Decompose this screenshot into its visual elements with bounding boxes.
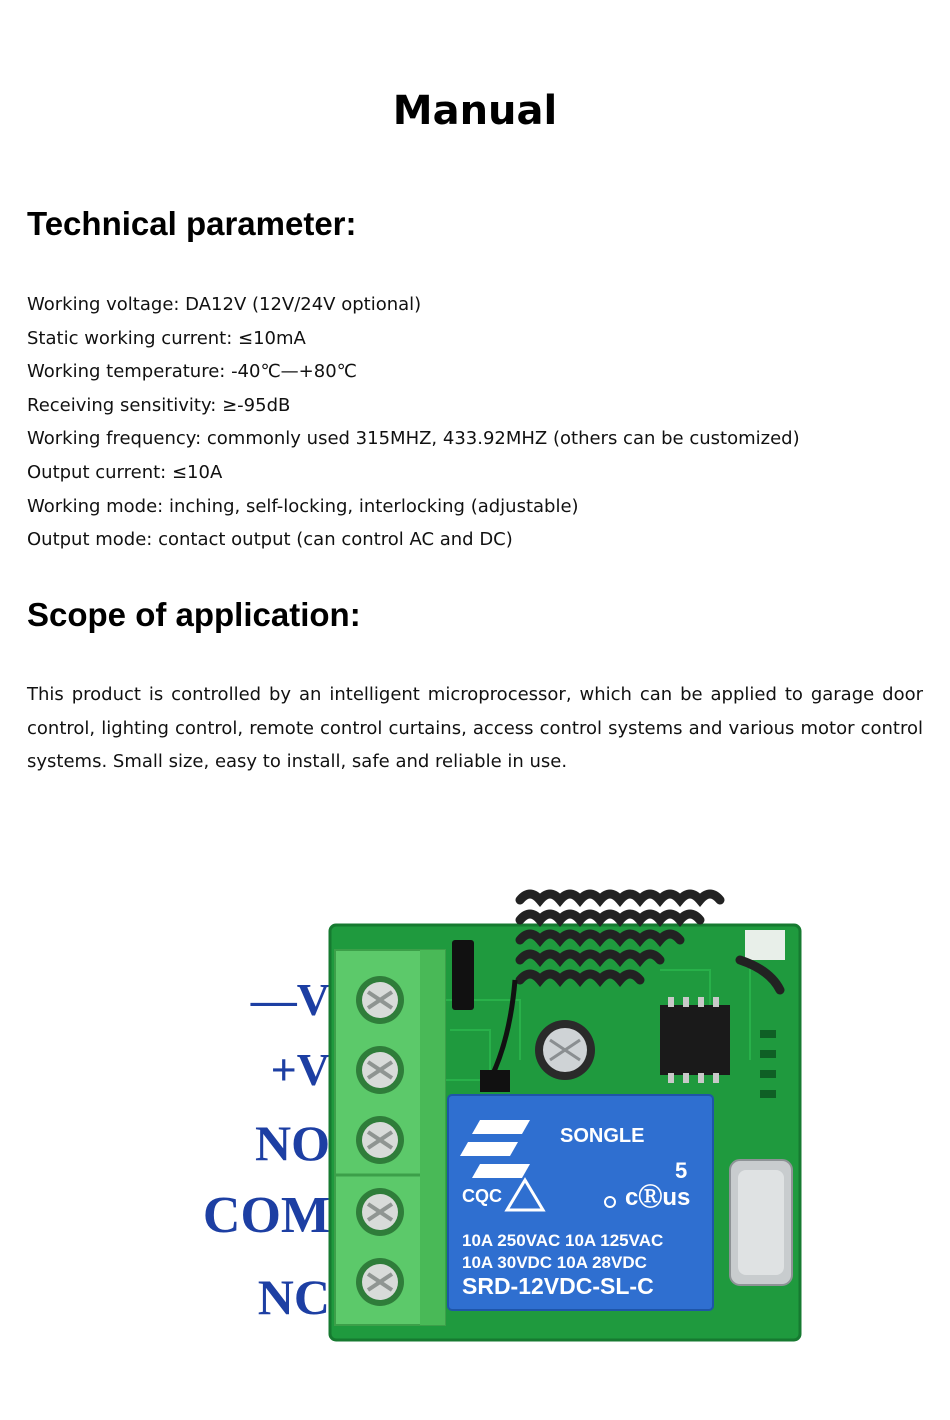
page-title: Manual — [392, 88, 558, 134]
param-receiving-sensitivity: Receiving sensitivity: ≥-95dB — [27, 394, 291, 416]
ic-chip — [660, 1005, 730, 1075]
scope-of-application-text: This product is controlled by an intelligent microprocessor, which can be applied to garage door control, lighting control, remote control curtains, access control systems and various motor control systems. Small size, easy to install, safe and reliable in use. — [27, 684, 923, 772]
terminal-label-plus-v: +V — [270, 1044, 330, 1095]
relay-rating-1: 10A 250VAC 10A 125VAC — [462, 1231, 664, 1250]
technical-parameter-heading: Technical parameter: — [27, 205, 357, 242]
param-working-frequency: Working frequency: commonly used 315MHZ, 433.92MHZ (others can be customized) — [27, 428, 800, 450]
relay-mark-cqc: CQC — [462, 1186, 502, 1206]
param-working-temperature: Working temperature: -40℃—+80℃ — [27, 361, 357, 383]
relay-model: SRD-12VDC-SL-C — [462, 1273, 654, 1299]
relay-number: 5 — [675, 1158, 688, 1183]
scope-of-application-heading: Scope of application: — [27, 596, 361, 633]
relay-module-illustration — [190, 880, 830, 1350]
terminal-label-minus-v: —V — [250, 974, 330, 1025]
pcb-label-patch — [745, 930, 785, 960]
relay-rating-2: 10A 30VDC 10A 28VDC — [462, 1253, 647, 1272]
param-working-mode: Working mode: inching, self-locking, interlocking (adjustable) — [27, 495, 579, 517]
jumper-header — [452, 940, 474, 1010]
param-output-current: Output current: ≤10A — [27, 461, 223, 483]
terminal-label-no: NO — [255, 1115, 330, 1171]
relay-mark-ul: cⓇus — [625, 1184, 691, 1211]
terminal-label-com: COM — [202, 1187, 330, 1244]
param-working-voltage: Working voltage: DA12V (12V/24V optional) — [27, 294, 422, 315]
product-photo-relay-module — [190, 880, 830, 1350]
param-static-current: Static working current: ≤10mA — [27, 327, 306, 349]
param-output-mode: Output mode: contact output (can control AC and DC) — [27, 529, 513, 551]
terminal-label-nc: NC — [257, 1269, 330, 1325]
relay-brand: SONGLE — [560, 1125, 645, 1147]
technical-parameter-list — [27, 288, 800, 557]
